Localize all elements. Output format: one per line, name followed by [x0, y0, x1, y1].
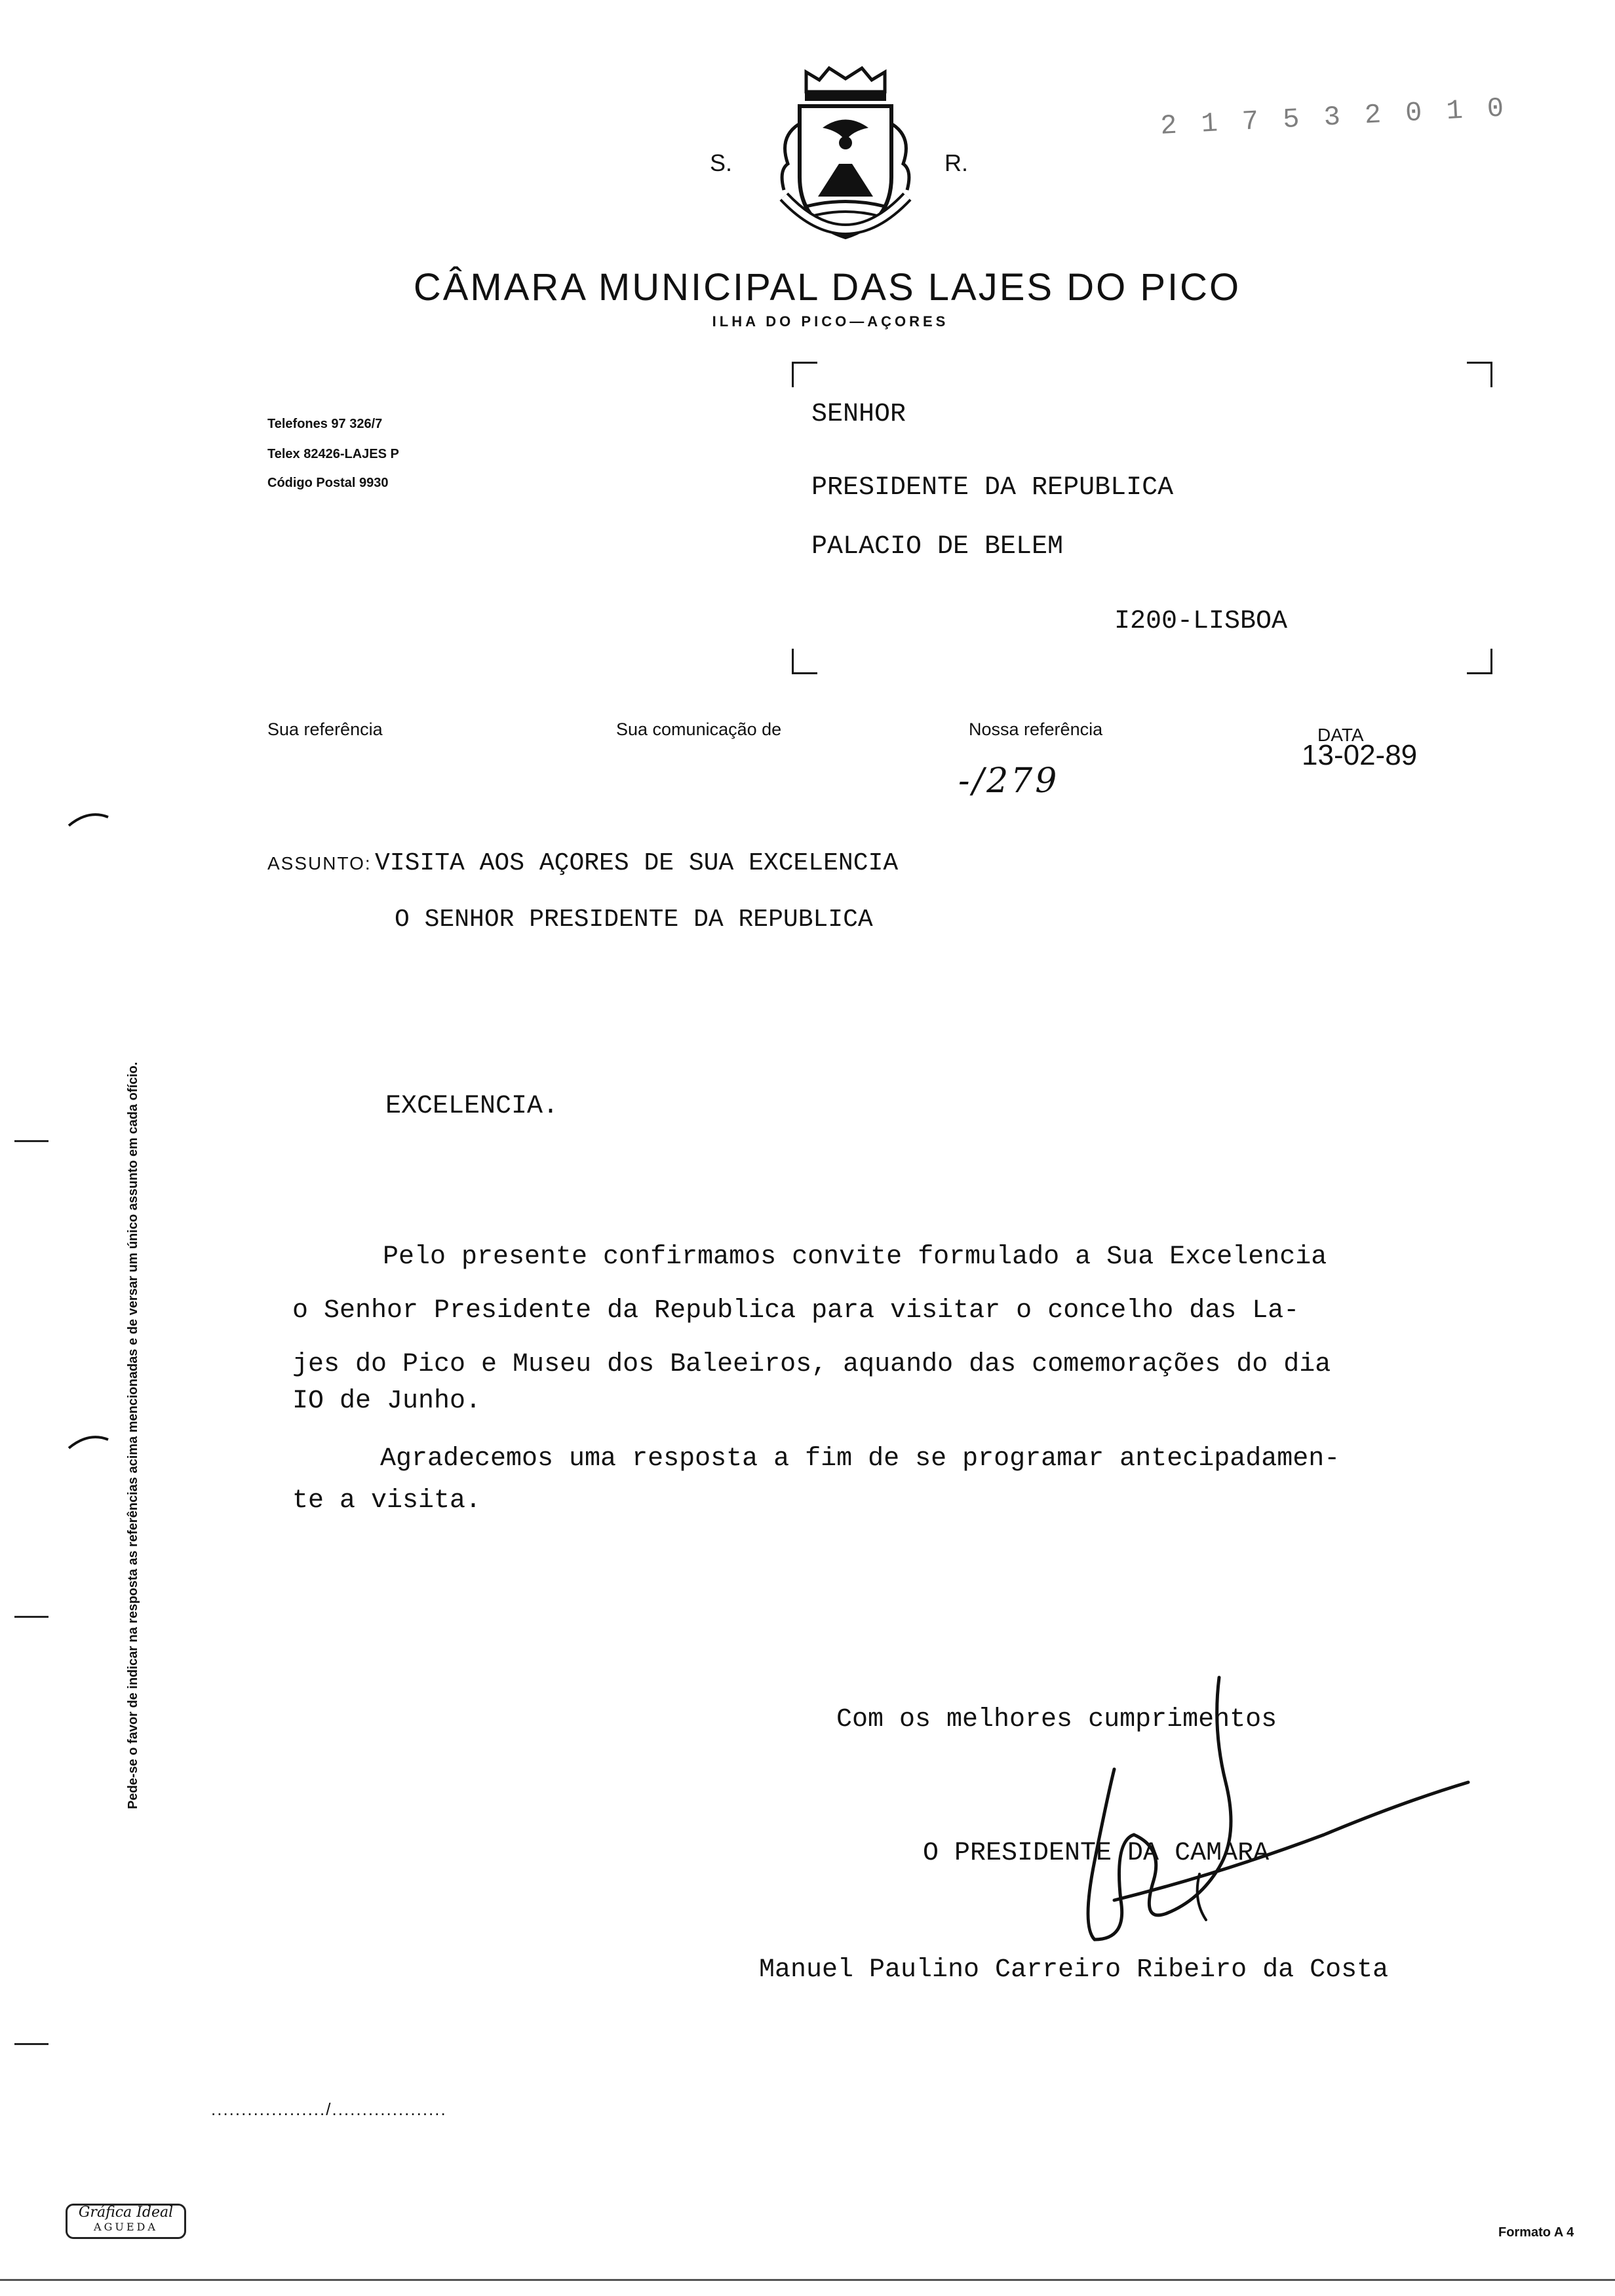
paragraph-1-line: jes do Pico e Museu dos Baleeiros, aquando das comemorações do dia — [292, 1350, 1331, 1379]
letterhead-title: CÂMARA MUNICIPAL DAS LAJES DO PICO — [413, 266, 1241, 309]
date-label: DATA — [1317, 725, 1364, 745]
address-line-1: SENHOR — [811, 400, 906, 429]
your-communication-label: Sua comunicação de — [616, 719, 782, 739]
address-corner-top-left — [792, 362, 817, 387]
contact-postal-code: Código Postal 9930 — [267, 476, 389, 490]
header-letter-r: R. — [944, 149, 968, 176]
address-line-3: PALACIO DE BELEM — [811, 532, 1064, 562]
address-corner-bottom-right — [1467, 649, 1492, 674]
our-reference-value: -/279 — [958, 761, 1060, 801]
subject-line-2: O SENHOR PRESIDENTE DA REPUBLICA — [395, 906, 873, 934]
letterhead-subtitle: ILHA DO PICO—AÇORES — [712, 313, 949, 330]
punch-mark-icon — [66, 1432, 111, 1451]
salutation: EXCELENCIA. — [385, 1092, 559, 1121]
fold-mark — [14, 1616, 49, 1618]
paragraph-1-line: o Senhor Presidente da Republica para visitar o concelho das La- — [292, 1296, 1300, 1326]
paragraph-2-line: te a visita. — [292, 1486, 482, 1516]
header-letter-s: S. — [710, 149, 733, 176]
paragraph-1-line: Pelo presente confirmamos convite formulado a Sua Excelencia — [383, 1242, 1327, 1272]
registry-stamp: 2 1 7 5 3 2 0 1 0 — [1159, 92, 1509, 142]
printer-name: Gráfica Ideal — [78, 2204, 174, 2221]
subject-label: ASSUNTO: — [267, 853, 372, 873]
paragraph-1-line: IO de Junho. — [292, 1387, 482, 1416]
closing-greeting: Com os melhores cumprimentos — [836, 1705, 1277, 1734]
signatory-name: Manuel Paulino Carreiro Ribeiro da Costa — [759, 1955, 1389, 1985]
date-value: 13-02-89 — [1302, 739, 1418, 771]
punch-mark-icon — [66, 809, 111, 829]
bottom-edge-rule — [0, 2279, 1615, 2281]
signatory-role: O PRESIDENTE DA CAMARA — [923, 1839, 1270, 1868]
coat-of-arms-icon — [760, 66, 931, 256]
printer-city: AGUEDA — [94, 2221, 158, 2233]
footer-reference-line: .................../................... — [211, 2099, 447, 2119]
address-corner-bottom-left — [792, 649, 817, 674]
printer-logo — [66, 2204, 186, 2239]
address-corner-top-right — [1467, 362, 1492, 387]
paragraph-2-line: Agradecemos uma resposta a fim de se programar antecipadamen- — [380, 1444, 1340, 1474]
paper-format-label: Formato A 4 — [1498, 2225, 1574, 2240]
fold-mark — [14, 2043, 49, 2045]
address-line-4: I200-LISBOA — [1114, 607, 1288, 636]
fold-mark — [14, 1140, 49, 1142]
contact-telex: Telex 82426-LAJES P — [267, 447, 399, 461]
our-reference-label: Nossa referência — [969, 719, 1103, 739]
handwritten-signature — [1022, 1664, 1481, 1966]
subject-line-1: VISITA AOS AÇORES DE SUA EXCELENCIA — [375, 849, 899, 877]
margin-instruction-note: Pede-se o favor de indicar na resposta as referências acima mencionadas e de versar um único assunto em cada ofício. — [126, 1062, 140, 1809]
address-line-2: PRESIDENTE DA REPUBLICA — [811, 473, 1174, 503]
your-reference-label: Sua referência — [267, 719, 383, 739]
contact-phone: Telefones 97 326/7 — [267, 417, 383, 431]
